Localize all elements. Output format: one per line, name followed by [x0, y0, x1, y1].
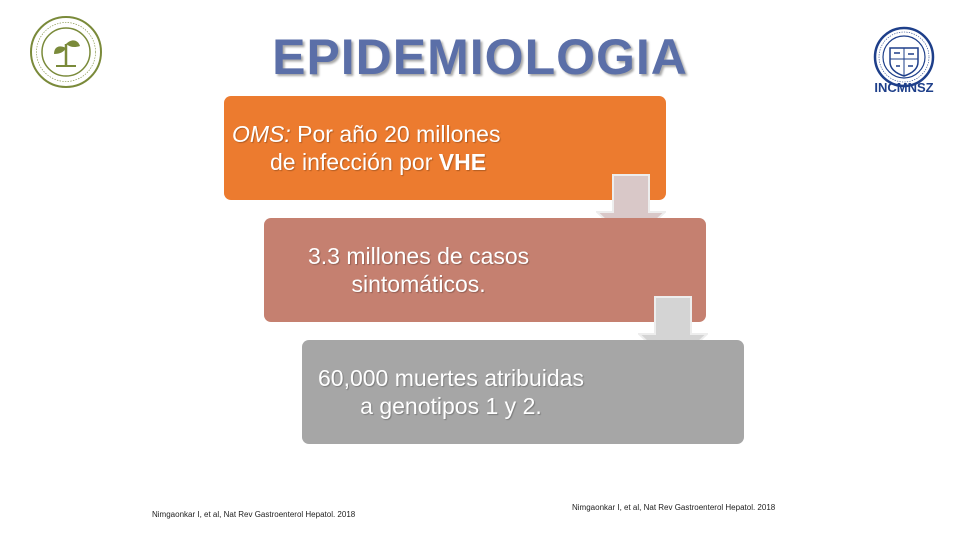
step-1-text-a: Por año 20 millones	[290, 121, 501, 147]
step-3-line-1: 60,000 muertes atribuidas	[318, 365, 584, 391]
reference-citation: Nimgaonkar I, et al, Nat Rev Gastroenterol Hepatol. 2018	[572, 503, 776, 512]
institute-label: INCMNSZ	[874, 80, 934, 95]
step-2-line-1: 3.3 millones de casos	[308, 243, 530, 269]
slide-title: EPIDEMIOLOGIA	[272, 29, 688, 85]
step-box-deaths	[302, 340, 744, 444]
hev-label: VHE	[438, 149, 487, 175]
reference-citation: Nimgaonkar I, et al, Nat Rev Gastroenterol Hepatol. 2018	[152, 510, 356, 519]
step-1-text-b: de infección por	[270, 149, 439, 175]
step-1-line-1	[232, 120, 500, 148]
step-1-line-2	[232, 148, 500, 176]
step-3-line-2: a genotipos 1 y 2.	[360, 393, 542, 419]
who-label: OMS:	[232, 121, 291, 147]
step-2-line-2: sintomáticos.	[351, 271, 486, 297]
